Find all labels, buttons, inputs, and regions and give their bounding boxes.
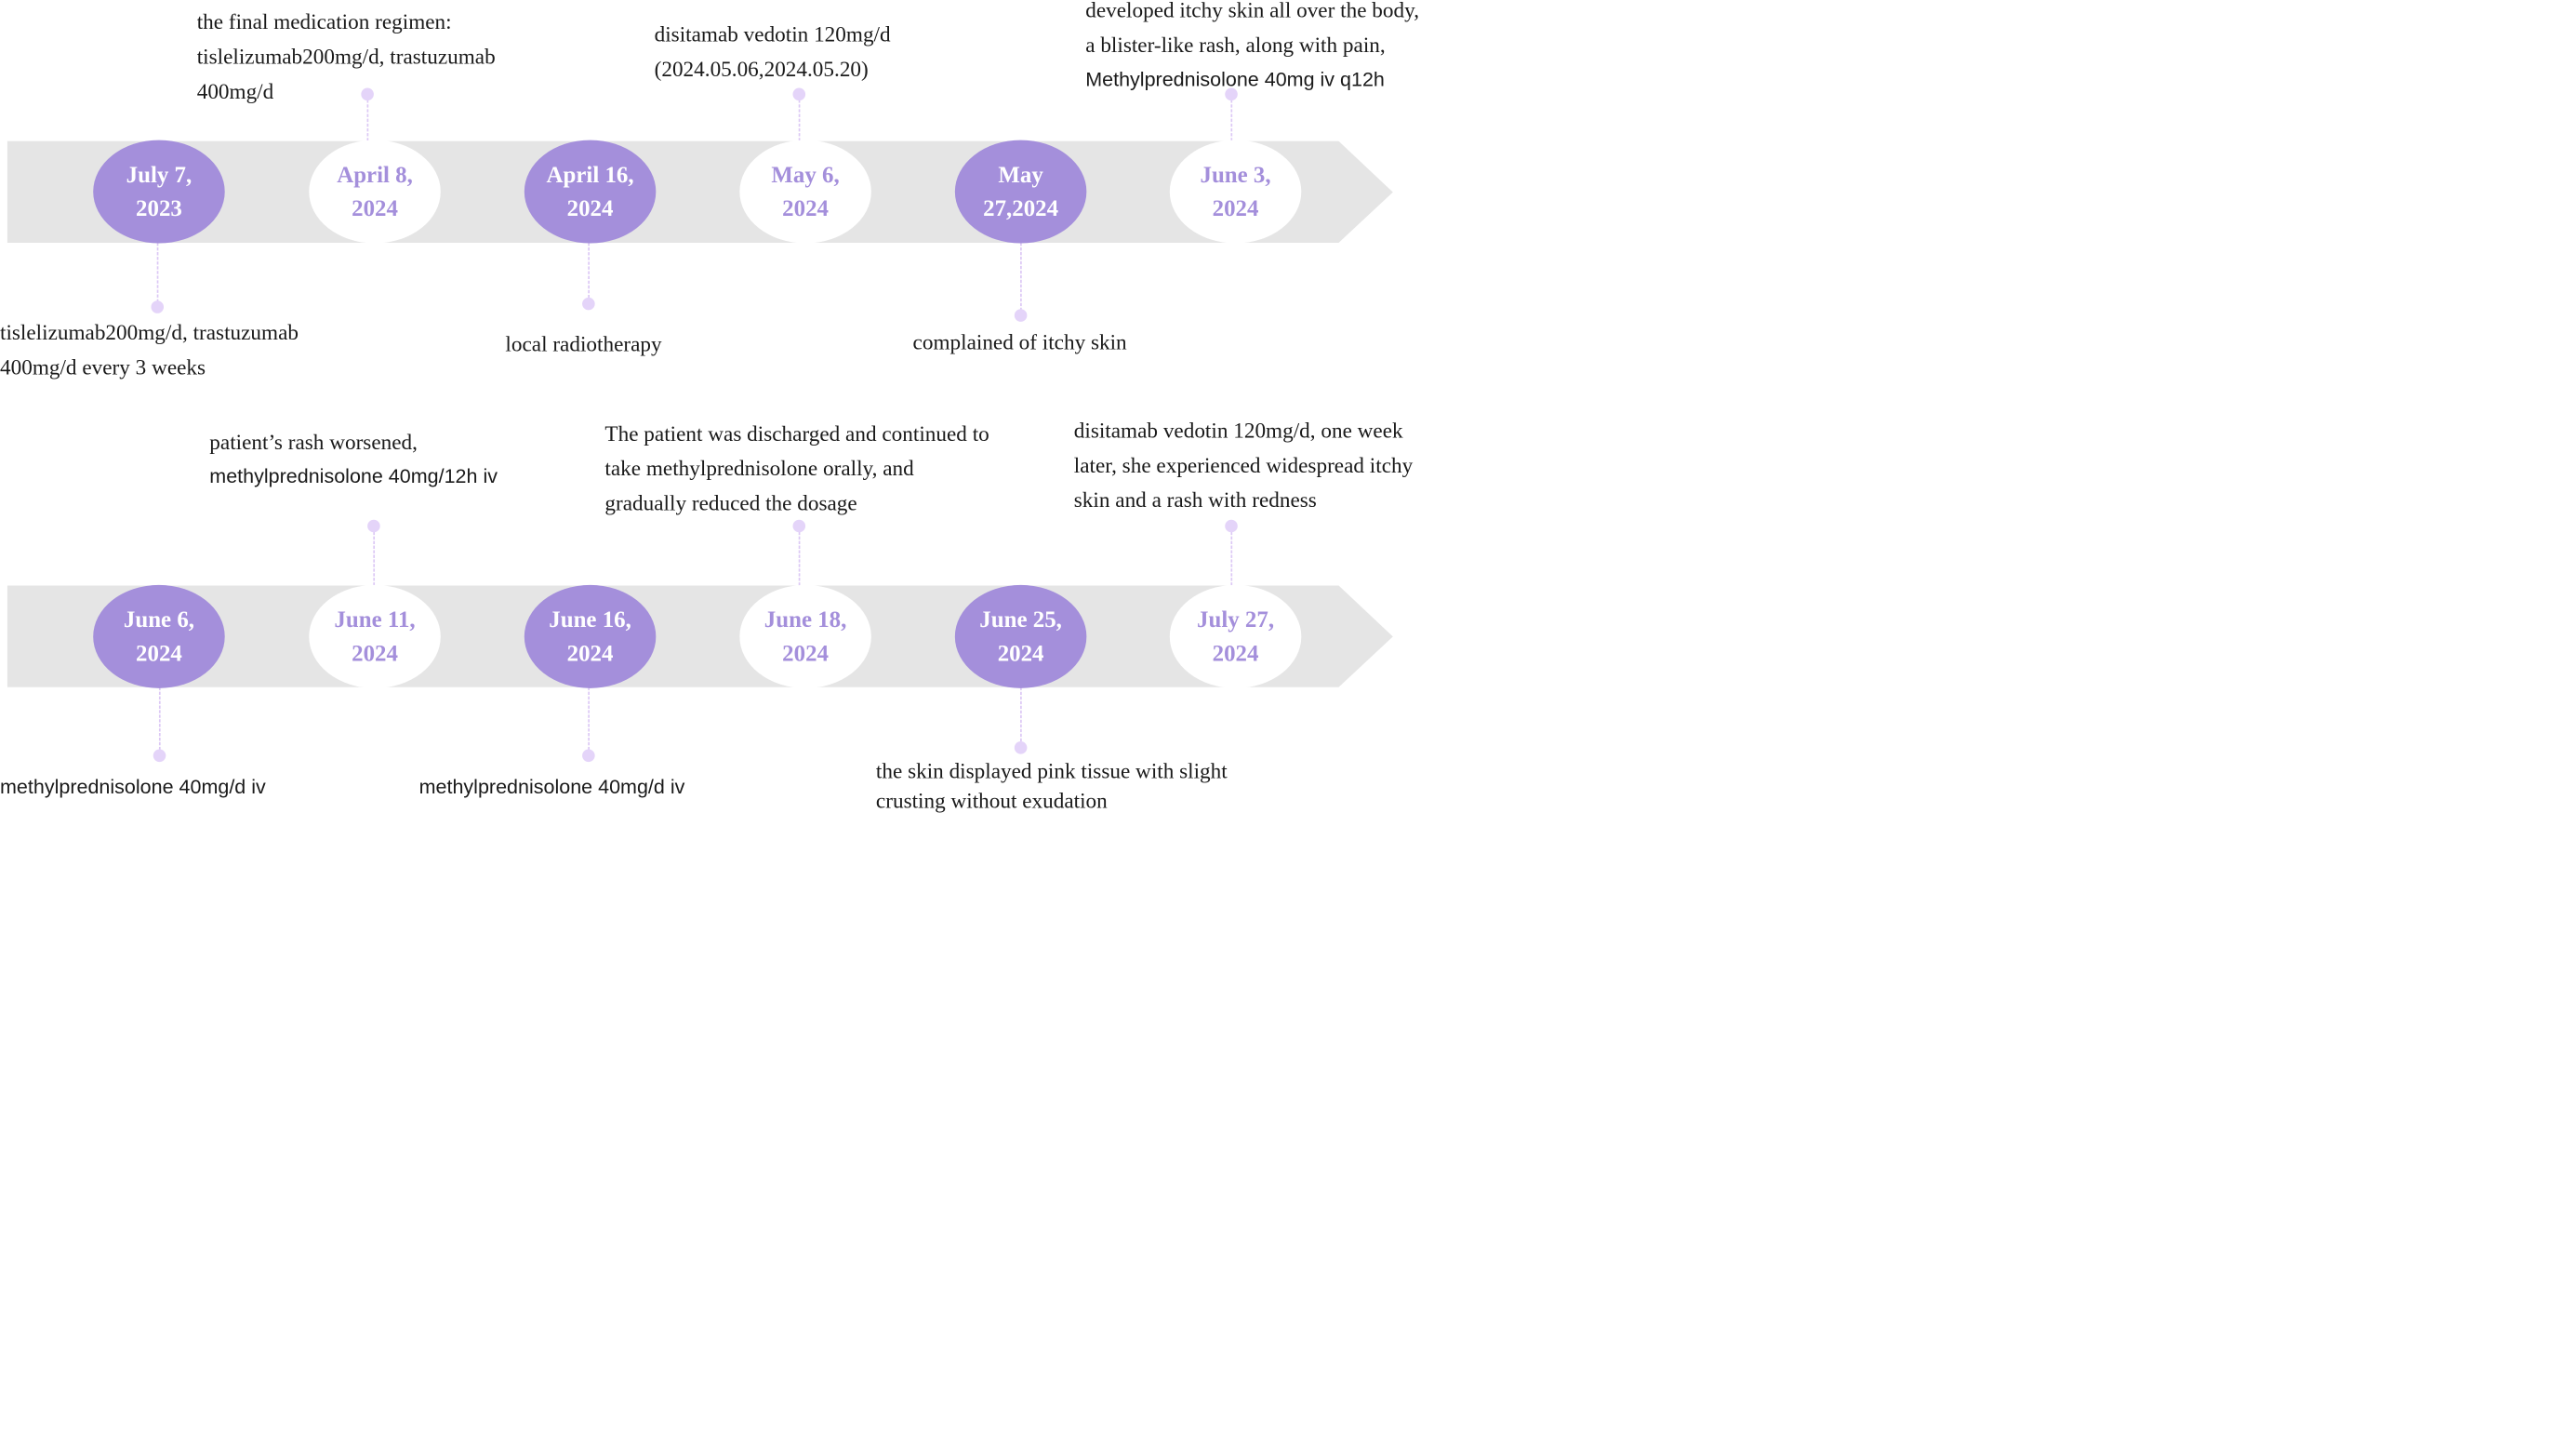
connector-line	[1020, 687, 1022, 746]
event-date-line2: 2024	[136, 640, 182, 667]
event-date-line2: 2024	[1212, 640, 1259, 667]
connector-line	[373, 532, 375, 586]
event-date-line1: July 27,	[1197, 606, 1275, 633]
event-date-line2: 2024	[782, 640, 829, 667]
annotation-line: 400mg/d every 3 weeks	[0, 354, 206, 380]
annotation-line: methylprednisolone 40mg/d iv	[0, 776, 266, 799]
event-date-line1: June 18,	[764, 606, 847, 633]
event-node-2024-04-08	[309, 140, 441, 244]
annotation-line: 400mg/d	[196, 78, 274, 103]
annotation-line: developed itchy skin all over the body,	[1085, 0, 1420, 22]
event-annotation	[505, 326, 661, 361]
annotation-line: tislelizumab200mg/d, trastuzumab	[196, 44, 496, 69]
connector-dot	[1015, 741, 1028, 754]
event-date-line2: 2024	[1212, 195, 1259, 221]
connector-dot	[1015, 309, 1028, 322]
event-node-2024-06-25	[955, 585, 1087, 688]
event-annotation	[1074, 413, 1413, 517]
event-date-line1: May 6,	[771, 161, 840, 188]
annotation-line: take methylprednisolone orally, and	[604, 456, 914, 481]
event-node-2024-06-16	[524, 585, 657, 688]
event-date-line2: 2023	[136, 195, 182, 221]
event-date-line1: April 8,	[337, 161, 413, 188]
connector-line	[588, 243, 590, 303]
event-date-line1: June 3,	[1200, 161, 1271, 188]
annotation-line: crusting without exudation	[875, 788, 1108, 813]
event-annotation	[0, 315, 299, 385]
event-date-line2: 2024	[352, 195, 398, 221]
event-node-2024-07-27	[1170, 585, 1302, 688]
event-annotation	[913, 325, 1127, 359]
timeline-arrow-top	[0, 0, 1458, 815]
annotation-line: (2024.05.06,2024.05.20)	[654, 57, 869, 82]
event-date-line1: June 11,	[334, 606, 416, 633]
event-node-2024-06-18	[739, 585, 871, 688]
connector-line	[799, 95, 801, 141]
connector-line	[157, 243, 159, 307]
event-node-2023-07-07	[93, 140, 225, 244]
connector-dot	[1225, 520, 1238, 533]
event-annotation	[197, 5, 496, 109]
event-date-line1: June 16,	[549, 606, 631, 633]
event-annotation	[1085, 0, 1419, 97]
event-date-line2: 2024	[782, 195, 829, 221]
event-annotation	[209, 424, 498, 494]
event-annotation	[876, 756, 1228, 815]
event-date-line2: 2024	[566, 640, 614, 667]
connector-dot	[792, 520, 805, 533]
annotation-line: methylprednisolone 40mg/d iv	[418, 776, 685, 799]
annotation-line: The patient was discharged and continued to	[604, 420, 989, 446]
annotation-line: disitamab vedotin 120mg/d, one week	[1073, 418, 1403, 443]
connector-line	[159, 687, 161, 754]
event-node-2024-05-27	[955, 140, 1087, 244]
event-node-2024-06-06	[93, 585, 225, 688]
annotation-line: the skin displayed pink tissue with slight	[875, 758, 1228, 783]
annotation-line: complained of itchy skin	[912, 329, 1127, 354]
annotation-line: a blister-like rash, along with pain,	[1085, 33, 1386, 58]
annotation-line: skin and a rash with redness	[1073, 487, 1317, 513]
event-date-line1: July 7,	[126, 161, 193, 188]
annotation-line: tislelizumab200mg/d, trastuzumab	[0, 320, 299, 345]
annotation-line: methylprednisolone 40mg/12h iv	[209, 465, 498, 488]
annotation-line: Methylprednisolone 40mg iv q12h	[1085, 68, 1385, 91]
connector-line	[1230, 532, 1232, 586]
connector-dot	[582, 750, 595, 763]
event-node-2024-04-16	[524, 140, 657, 244]
event-date-line1: June 25,	[979, 606, 1062, 633]
annotation-line: patient’s rash worsened,	[209, 429, 418, 454]
connector-dot	[151, 300, 164, 313]
annotation-line: the final medication regimen:	[196, 9, 452, 34]
connector-dot	[153, 750, 166, 763]
event-node-2024-05-06	[739, 140, 871, 244]
annotation-line: gradually reduced the dosage	[604, 490, 857, 515]
annotation-line: disitamab vedotin 120mg/d	[654, 21, 891, 47]
event-annotation	[419, 770, 685, 805]
event-date-line1: June 6,	[123, 606, 195, 633]
event-date-line2: 2024	[997, 640, 1044, 667]
timeline-diagram	[0, 0, 1458, 815]
event-date-line2: 2024	[566, 195, 614, 221]
annotation-line: local radiotherapy	[505, 331, 662, 356]
event-annotation	[604, 416, 989, 520]
connector-dot	[367, 520, 380, 533]
connector-line	[1230, 95, 1232, 141]
event-date-line1: May	[998, 161, 1043, 188]
connector-dot	[792, 88, 805, 101]
event-node-2024-06-03	[1170, 140, 1302, 244]
annotation-line: later, she experienced widespread itchy	[1073, 452, 1414, 477]
connector-line	[588, 687, 590, 754]
event-date-line2: 2024	[352, 640, 398, 667]
event-annotation	[655, 17, 891, 87]
connector-line	[799, 532, 801, 586]
event-annotation	[0, 770, 266, 805]
connector-dot	[582, 298, 595, 311]
event-date-line1: April 16,	[546, 161, 634, 188]
event-date-line2: 27,2024	[983, 195, 1059, 221]
event-node-2024-06-11	[309, 585, 441, 688]
connector-line	[1020, 243, 1022, 315]
